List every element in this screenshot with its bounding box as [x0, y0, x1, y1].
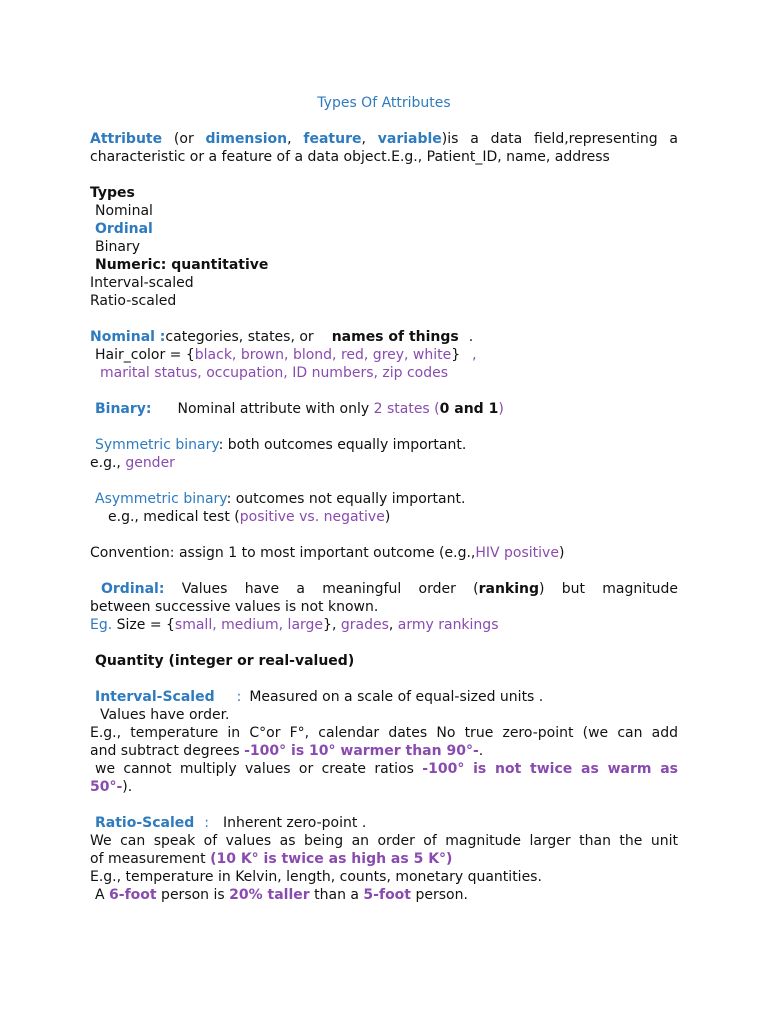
nominal-definition: Nominal :categories, states, or names of things .	[90, 329, 474, 345]
types-item-nominal: Nominal	[95, 203, 153, 219]
interval-scaled-label: Interval-Scaled	[95, 689, 215, 705]
types-item-numeric: Numeric: quantitative	[95, 257, 269, 273]
quantity-heading: Quantity (integer or real-valued)	[95, 653, 355, 669]
ratio-line5: A 6-foot person is 20% taller than a 5-foot person.	[95, 887, 468, 903]
nominal-label: Nominal :	[90, 329, 166, 345]
types-item-interval: Interval-scaled	[90, 275, 194, 291]
convention-line: Convention: assign 1 to most important outcome (e.g.,HIV positive)	[90, 545, 565, 561]
symmetric-example: e.g., gender	[90, 455, 175, 471]
ratio-line4: E.g., temperature in Kelvin, length, counts, monetary quantities.	[90, 869, 542, 885]
types-heading: Types	[90, 185, 135, 201]
ratio-line3: of measurement (10 K° is twice as high as 5 K°)	[90, 851, 453, 867]
binary-label: Binary:	[95, 401, 152, 417]
asymmetric-example: e.g., medical test (positive vs. negative)	[108, 509, 391, 525]
types-item-ratio: Ratio-scaled	[90, 293, 177, 309]
ordinal-definition-line1: Ordinal: Values have a meaningful order (ranking) but magnitude	[101, 581, 678, 597]
interval-example-line1: E.g., temperature in C°or F°, calendar dates No true zero-point (we can add	[90, 725, 678, 741]
term-attribute: Attribute	[90, 131, 163, 147]
interval-example-line4: 50°-).	[90, 779, 133, 795]
ordinal-definition-line2: between successive values is not known.	[90, 599, 379, 615]
interval-scaled-definition: Interval-Scaled : Measured on a scale of equal-sized units .	[95, 689, 544, 705]
types-item-binary: Binary	[95, 239, 140, 255]
ratio-scaled-label: Ratio-Scaled	[95, 815, 195, 831]
ratio-line2: We can speak of values as being an order of magnitude larger than the unit	[90, 833, 678, 849]
ordinal-example: Eg. Size = {small, medium, large}, grades, army rankings	[90, 617, 499, 633]
term-feature: feature	[303, 131, 362, 147]
term-dimension: dimension	[205, 131, 288, 147]
term-variable: variable	[377, 131, 442, 147]
ratio-scaled-definition: Ratio-Scaled : Inherent zero-point .	[95, 815, 367, 831]
interval-order: Values have order.	[100, 707, 230, 723]
page-title: Types Of Attributes	[317, 95, 451, 111]
hair-color-example: Hair_color = {black, brown, blond, red, grey, white} ,	[95, 347, 477, 363]
asymmetric-binary: Asymmetric binary: outcomes not equally important.	[95, 491, 466, 507]
symmetric-binary: Symmetric binary: both outcomes equally important.	[95, 437, 467, 453]
attribute-definition-line1: Attribute (or dimension, feature, variable)is a data field,representing a	[90, 131, 678, 147]
attribute-definition-line2: characteristic or a feature of a data object.E.g., Patient_ID, name, address	[90, 149, 610, 165]
nominal-examples: marital status, occupation, ID numbers, zip codes	[100, 365, 449, 381]
interval-example-line3: we cannot multiply values or create ratios -100° is not twice as warm as	[95, 761, 678, 777]
binary-definition: Binary: Nominal attribute with only 2 states (0 and 1)	[95, 401, 504, 417]
ordinal-label: Ordinal:	[101, 581, 165, 597]
interval-example-line2: and subtract degrees -100° is 10° warmer than 90°-.	[90, 743, 484, 759]
types-item-ordinal: Ordinal	[95, 221, 153, 237]
